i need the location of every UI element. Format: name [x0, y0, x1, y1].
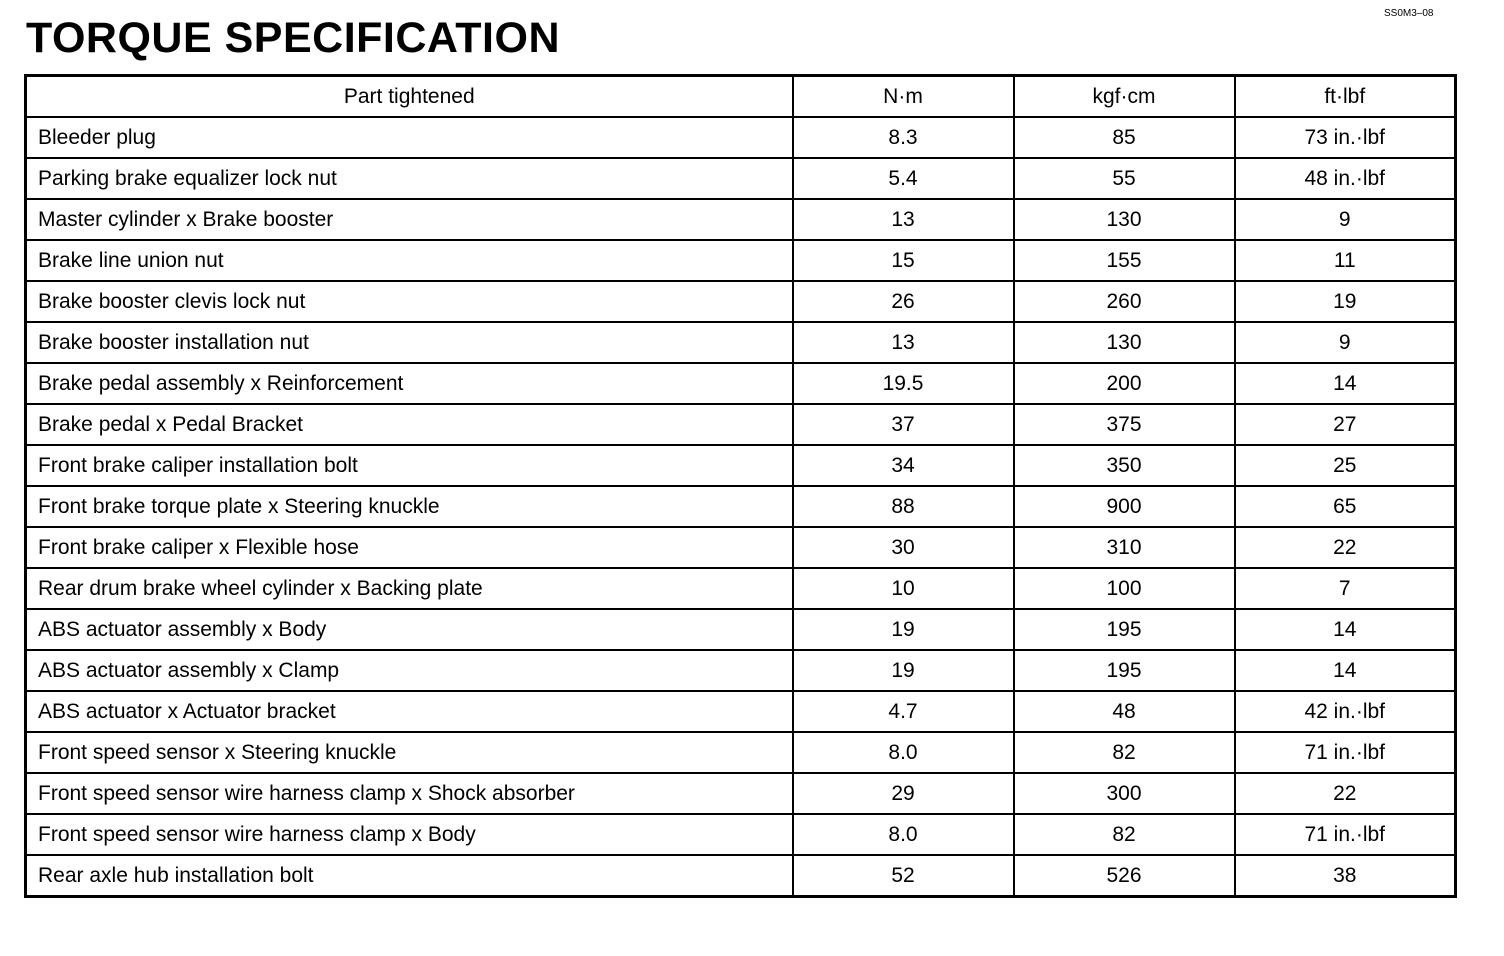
cell-part: Bleeder plug — [26, 117, 793, 158]
table-header-row — [26, 76, 1456, 118]
cell-newton-meter: 19 — [793, 609, 1014, 650]
cell-ft-lbf: 9 — [1235, 199, 1456, 240]
table-row — [26, 814, 1456, 855]
cell-ft-lbf: 42 in.·lbf — [1235, 691, 1456, 732]
cell-newton-meter: 34 — [793, 445, 1014, 486]
cell-newton-meter: 88 — [793, 486, 1014, 527]
cell-kgf-cm: 130 — [1014, 322, 1235, 363]
header-kgf-cm: kgf·cm — [1014, 76, 1235, 118]
cell-newton-meter: 29 — [793, 773, 1014, 814]
cell-part: Rear drum brake wheel cylinder x Backing plate — [26, 568, 793, 609]
table-row — [26, 445, 1456, 486]
table-row — [26, 363, 1456, 404]
cell-newton-meter: 4.7 — [793, 691, 1014, 732]
cell-newton-meter: 37 — [793, 404, 1014, 445]
table-row — [26, 486, 1456, 527]
table-row — [26, 609, 1456, 650]
cell-part: Front brake caliper installation bolt — [26, 445, 793, 486]
cell-kgf-cm: 82 — [1014, 814, 1235, 855]
cell-kgf-cm: 48 — [1014, 691, 1235, 732]
header-part-tightened: Part tightened — [26, 76, 793, 118]
cell-newton-meter: 8.0 — [793, 814, 1014, 855]
torque-spec-table — [24, 74, 1457, 898]
cell-ft-lbf: 7 — [1235, 568, 1456, 609]
table-row — [26, 158, 1456, 199]
table-row — [26, 773, 1456, 814]
cell-kgf-cm: 260 — [1014, 281, 1235, 322]
cell-part: Front speed sensor wire harness clamp x Body — [26, 814, 793, 855]
cell-ft-lbf: 11 — [1235, 240, 1456, 281]
cell-ft-lbf: 22 — [1235, 773, 1456, 814]
cell-kgf-cm: 155 — [1014, 240, 1235, 281]
page-title: TORQUE SPECIFICATION — [26, 14, 560, 62]
table-row — [26, 281, 1456, 322]
cell-ft-lbf: 9 — [1235, 322, 1456, 363]
table-row — [26, 732, 1456, 773]
cell-part: Parking brake equalizer lock nut — [26, 158, 793, 199]
table-row — [26, 117, 1456, 158]
cell-newton-meter: 13 — [793, 322, 1014, 363]
cell-part: Rear axle hub installation bolt — [26, 855, 793, 897]
cell-ft-lbf: 19 — [1235, 281, 1456, 322]
cell-part: Brake booster clevis lock nut — [26, 281, 793, 322]
cell-newton-meter: 15 — [793, 240, 1014, 281]
cell-newton-meter: 52 — [793, 855, 1014, 897]
cell-newton-meter: 19 — [793, 650, 1014, 691]
cell-newton-meter: 26 — [793, 281, 1014, 322]
table-row — [26, 650, 1456, 691]
cell-ft-lbf: 22 — [1235, 527, 1456, 568]
cell-kgf-cm: 526 — [1014, 855, 1235, 897]
cell-kgf-cm: 350 — [1014, 445, 1235, 486]
cell-kgf-cm: 195 — [1014, 609, 1235, 650]
cell-part: ABS actuator assembly x Clamp — [26, 650, 793, 691]
cell-ft-lbf: 38 — [1235, 855, 1456, 897]
cell-newton-meter: 10 — [793, 568, 1014, 609]
cell-ft-lbf: 71 in.·lbf — [1235, 814, 1456, 855]
cell-part: ABS actuator x Actuator bracket — [26, 691, 793, 732]
cell-part: Brake line union nut — [26, 240, 793, 281]
cell-ft-lbf: 25 — [1235, 445, 1456, 486]
cell-part: Brake booster installation nut — [26, 322, 793, 363]
header-ft-lbf: ft·lbf — [1235, 76, 1456, 118]
table-row — [26, 855, 1456, 897]
cell-newton-meter: 13 — [793, 199, 1014, 240]
table-row — [26, 240, 1456, 281]
cell-newton-meter: 8.3 — [793, 117, 1014, 158]
cell-kgf-cm: 85 — [1014, 117, 1235, 158]
cell-newton-meter: 19.5 — [793, 363, 1014, 404]
cell-part: Front brake torque plate x Steering knuckle — [26, 486, 793, 527]
table-row — [26, 404, 1456, 445]
cell-kgf-cm: 900 — [1014, 486, 1235, 527]
cell-ft-lbf: 48 in.·lbf — [1235, 158, 1456, 199]
cell-kgf-cm: 195 — [1014, 650, 1235, 691]
table-row — [26, 568, 1456, 609]
header-newton-meter: N·m — [793, 76, 1014, 118]
cell-newton-meter: 5.4 — [793, 158, 1014, 199]
cell-part: ABS actuator assembly x Body — [26, 609, 793, 650]
cell-part: Brake pedal assembly x Reinforcement — [26, 363, 793, 404]
cell-kgf-cm: 55 — [1014, 158, 1235, 199]
cell-kgf-cm: 310 — [1014, 527, 1235, 568]
cell-newton-meter: 8.0 — [793, 732, 1014, 773]
cell-kgf-cm: 200 — [1014, 363, 1235, 404]
cell-newton-meter: 30 — [793, 527, 1014, 568]
cell-kgf-cm: 82 — [1014, 732, 1235, 773]
cell-ft-lbf: 27 — [1235, 404, 1456, 445]
table-row — [26, 691, 1456, 732]
cell-part: Master cylinder x Brake booster — [26, 199, 793, 240]
table-row — [26, 527, 1456, 568]
cell-part: Brake pedal x Pedal Bracket — [26, 404, 793, 445]
cell-ft-lbf: 65 — [1235, 486, 1456, 527]
cell-kgf-cm: 130 — [1014, 199, 1235, 240]
table-row — [26, 199, 1456, 240]
cell-ft-lbf: 73 in.·lbf — [1235, 117, 1456, 158]
page-code: SS0M3–08 — [1384, 8, 1434, 19]
cell-kgf-cm: 300 — [1014, 773, 1235, 814]
cell-kgf-cm: 375 — [1014, 404, 1235, 445]
cell-part: Front speed sensor x Steering knuckle — [26, 732, 793, 773]
cell-part: Front brake caliper x Flexible hose — [26, 527, 793, 568]
cell-ft-lbf: 14 — [1235, 363, 1456, 404]
table-body — [26, 117, 1456, 897]
cell-part: Front speed sensor wire harness clamp x Shock absorber — [26, 773, 793, 814]
cell-ft-lbf: 14 — [1235, 650, 1456, 691]
cell-kgf-cm: 100 — [1014, 568, 1235, 609]
cell-ft-lbf: 71 in.·lbf — [1235, 732, 1456, 773]
table-row — [26, 322, 1456, 363]
cell-ft-lbf: 14 — [1235, 609, 1456, 650]
